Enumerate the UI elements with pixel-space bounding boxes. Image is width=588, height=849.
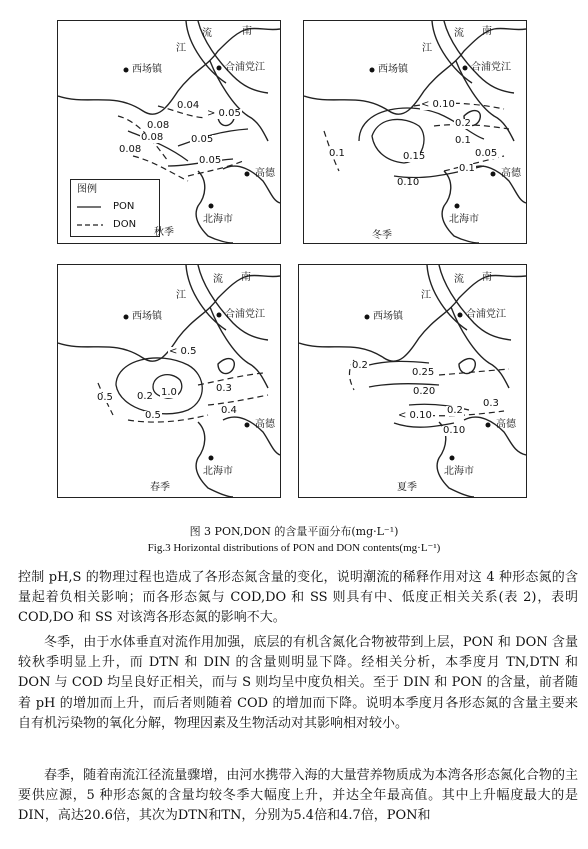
town-marker — [370, 68, 375, 73]
legend-pon: PON — [113, 201, 135, 212]
contour-label: 0.15 — [403, 151, 426, 162]
contour-label: < 0.10 — [398, 410, 432, 421]
island — [218, 359, 234, 374]
river-channel — [432, 21, 472, 83]
place-jiang: 江 — [421, 290, 431, 301]
season-label: 夏季 — [397, 482, 417, 493]
place-gaode: 高德 — [496, 419, 516, 430]
south-shore — [442, 171, 479, 243]
contour-label: 0.1 — [329, 148, 345, 159]
river-channel — [210, 61, 268, 141]
place-jiang: 江 — [176, 290, 186, 301]
spring-map-drawing — [58, 265, 280, 497]
place-liu: 流 — [213, 274, 223, 285]
island — [459, 359, 475, 374]
place-hepu: 合浦党江 — [466, 309, 506, 320]
contour-label: 0.08 — [119, 144, 142, 155]
legend — [70, 179, 160, 237]
contour-label: 0.04 — [177, 100, 200, 111]
place-nan: 南 — [482, 272, 492, 283]
town-marker — [217, 313, 222, 318]
contour-label: 1.0 — [161, 387, 177, 398]
place-jiang: 江 — [422, 43, 432, 54]
place-gaode: 高德 — [501, 168, 521, 179]
contour-label: 0.05 — [199, 155, 222, 166]
town-marker — [245, 423, 250, 428]
place-hepu: 合浦党江 — [471, 62, 511, 73]
south-shore — [464, 417, 526, 455]
contour-label: 0.3 — [216, 383, 232, 394]
contour-label: 0.05 — [475, 148, 498, 159]
place-liu: 流 — [454, 274, 464, 285]
place-xichang: 西场镇 — [373, 311, 403, 322]
contour-label: > 0.05 — [207, 108, 241, 119]
summer-map-drawing — [299, 265, 526, 497]
place-nan: 南 — [241, 272, 251, 283]
place-beihai: 北海市 — [203, 214, 233, 225]
legend-don: DON — [113, 219, 137, 230]
contour-label: 0.2 — [352, 360, 368, 371]
contour-label: 0.25 — [412, 367, 435, 378]
contour-label: 0.2 — [447, 405, 463, 416]
place-xichang: 西场镇 — [132, 64, 162, 75]
place-nan: 南 — [482, 26, 492, 37]
town-marker — [209, 204, 214, 209]
town-marker — [245, 172, 250, 177]
town-marker — [491, 172, 496, 177]
don-contours — [98, 373, 268, 422]
place-liu: 流 — [202, 28, 212, 39]
pon-contours — [116, 358, 202, 414]
town-marker — [458, 313, 463, 318]
contour-label: 0.08 — [141, 132, 164, 143]
contour-label: 0.1 — [455, 135, 471, 146]
contour-label: 0.10 — [397, 177, 420, 188]
contour-label: 0.05 — [191, 134, 214, 145]
town-marker — [455, 204, 460, 209]
legend-title: 图例 — [77, 184, 97, 195]
place-nan: 南 — [242, 26, 252, 37]
contour-label: < 0.5 — [169, 346, 197, 357]
contour-label: 0.5 — [97, 392, 113, 403]
contour-label: 0.3 — [483, 398, 499, 409]
place-gaode: 高德 — [255, 419, 275, 430]
town-marker — [450, 456, 455, 461]
town-marker — [124, 68, 129, 73]
south-shore — [196, 422, 233, 497]
town-marker — [486, 423, 491, 428]
map-panel-autumn — [57, 20, 281, 244]
contour-label: 0.1 — [459, 163, 475, 174]
town-marker — [217, 66, 222, 71]
town-marker — [209, 456, 214, 461]
season-label: 春季 — [150, 482, 170, 493]
winter-map-drawing — [304, 21, 526, 243]
figure-caption-en: Fig.3 Horizontal distributions of PON and DON contents(mg·L⁻¹) — [147, 542, 441, 554]
place-jiang: 江 — [176, 43, 186, 54]
map-panel-spring — [57, 264, 281, 498]
place-beihai: 北海市 — [449, 214, 479, 225]
place-liu: 流 — [454, 28, 464, 39]
contour-label: 0.10 — [443, 425, 466, 436]
contour-label: < 0.10 — [421, 99, 455, 110]
contour-label: 0.2 — [455, 118, 471, 129]
place-xichang: 西场镇 — [378, 64, 408, 75]
contour-label: 0.08 — [147, 120, 170, 131]
season-label: 秋季 — [154, 227, 174, 238]
place-xichang: 西场镇 — [132, 311, 162, 322]
place-hepu: 合浦党江 — [225, 62, 265, 73]
contour-label: 0.4 — [221, 405, 237, 416]
town-marker — [365, 315, 370, 320]
paragraph-3: 春季，随着南流江径流量骤增，由河水携带入海的大量营养物质成为本湾各形态氮化合物的主要供应源，5 种形态氮的含量均较冬季大幅度上升，并达全年最高值。其中上升幅度最大的是DIN，高达20.6倍，其次为DTN和TN，分别为5.4倍和4.7倍，PON和 — [18, 768, 578, 824]
town-marker — [463, 66, 468, 71]
map-panel-winter — [303, 20, 527, 244]
map-panel-summer — [298, 264, 527, 498]
town-marker — [124, 315, 129, 320]
contour-label: 0.2 — [137, 391, 153, 402]
contour-label: 0.5 — [145, 410, 161, 421]
place-beihai: 北海市 — [203, 466, 233, 477]
paragraph-2: 冬季，由于水体垂直对流作用加强，底层的有机含氮化合物被带到上层，PON 和 DON 含量较秋季明显上升，而 DTN 和 DIN 的含量则明显下降。经相关分析，本季度月 TN,DTN 和 DON 与 COD 均呈良好正相关，而与 S 则均呈中度负相关。至于 DIN 和 PON 的含量，前者随着 pH 的增加而上升，而后者则随着 COD 的增加而下降。说明本季度月各形态氮的含量主要来自有机污染物的氧化分解，物理因素及生物活动对其影响相对较小。 — [18, 635, 578, 731]
contour-label: 0.20 — [413, 386, 436, 397]
south-shore — [196, 171, 233, 243]
paragraph-1: 控制 pH,S 的物理过程也造成了各形态氮含量的变化，说明潮流的稀释作用对这 4 种形态氮的含量起着负相关影响；而各形态氮与 COD,DO 和 SS 则具有中、低度正相关关系(表 2)，表明 COD,DO 和 SS 对该湾各形态氮的影响不大。 — [18, 570, 578, 626]
season-label: 冬季 — [372, 230, 392, 241]
place-hepu: 合浦党江 — [225, 309, 265, 320]
place-gaode: 高德 — [255, 168, 275, 179]
figure-caption-cn: 图 3 PON,DON 的含量平面分布(mg·L⁻¹) — [189, 525, 399, 538]
place-beihai: 北海市 — [444, 466, 474, 477]
